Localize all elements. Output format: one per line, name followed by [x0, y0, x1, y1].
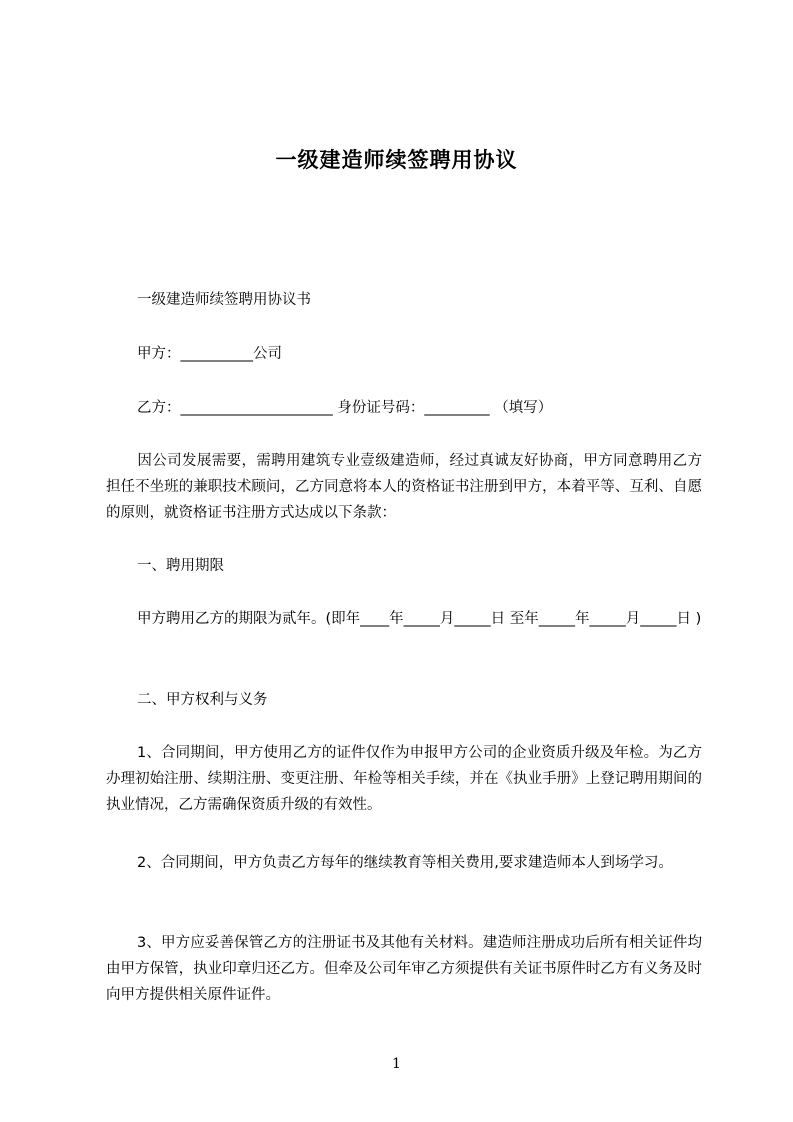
intro-paragraph — [106, 448, 702, 526]
clause3-text: 3、甲方应妥善保管乙方的注册证书及其他有关材料。建造师注册成功后所有相关证件均由甲方保管，执业印章归还乙方。但牵及公司年审乙方须提供有关证书原件时乙方有义务及时向甲方提供相关原件证件。 — [106, 935, 702, 1003]
section2-heading: 二、甲方权利与义务 — [137, 692, 268, 708]
clause2-text: 2、合同期间，甲方负责乙方每年的继续教育等相关费用,要求建造师本人到场学习。 — [137, 855, 673, 871]
intro-text: 因公司发展需要，需聘用建筑专业壹级建造师，经过真诚友好协商，甲方同意聘用乙方担任不坐班的兼职技术顾问，乙方同意将本人的资格证书注册到甲方，本着平等、互利、自愿的原则，就资格证书注册方式达成以下条款： — [106, 453, 702, 521]
clause1-text: 1、合同期间，甲方使用乙方的证件仅作为申报甲方公司的企业资质升级及年检。为乙方办理初始注册、续期注册、变更注册、年检等相关手续，并在《执业手册》上登记聘用期间的执业情况，乙方需确保资质升级的有效性。 — [106, 745, 702, 813]
page-number: 1 — [392, 1056, 401, 1072]
party-a-line: 甲方：__________公司 — [137, 346, 282, 362]
clause2-paragraph — [106, 850, 702, 876]
party-b-line: 乙方：_____________________ 身份证号码：_________ （填写） — [137, 400, 553, 416]
document-subtitle: 一级建造师续签聘用协议书 — [137, 292, 311, 308]
document-title: 一级建造师续签聘用协议 — [275, 148, 518, 172]
clause1-paragraph — [106, 740, 702, 818]
section1-text: 甲方聘用乙方的期限为贰年。(即年____年_____月_____日 至年_____年_____月_____日 ) — [137, 611, 702, 627]
clause3-paragraph — [106, 930, 702, 1008]
section1-paragraph — [106, 606, 702, 632]
section1-heading: 一、聘用期限 — [137, 558, 224, 574]
